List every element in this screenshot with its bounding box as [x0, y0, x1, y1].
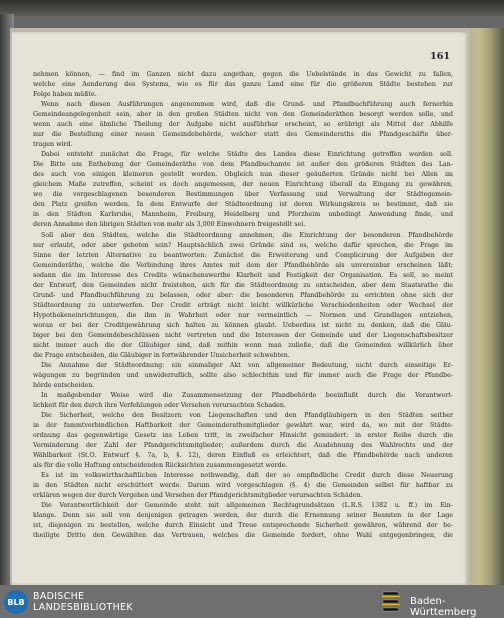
blb-logo-icon: BLB [4, 590, 28, 614]
text-line: Dabei entsteht zunächst die Frage, für welche Städte des Landes diese Einrichtung getroffen werden soll. [41, 151, 453, 159]
text-line: welche eine Aenderung des Systems, wie es für das ganze Land eine für die größeren Städte bestehen zur [33, 81, 453, 89]
text-line: Wenn nach diesen Ausführungen angenommen wird, daß die Grund- und Pfandbuchführung auch fernerhin [41, 101, 453, 109]
text-line: nur erlaubt, oder aber geboten sein? Hauptsächlich zwei Gründe sind es, welche dafür sprechen, die Frage im [33, 241, 453, 249]
text-line: Die Bitte um Enthebung der Gemeinderäthe von dem Pfandbuchamte ist außer den größeren Städten des Lan- [33, 161, 453, 169]
text-line: nicht immer auch die der Gläubiger sind, daß mithin wenn man zuließe, daß die Gemeinden willkürlich über [33, 341, 453, 349]
text-line: nur die Bestellung einer neuen Gemeindebehörde, welcher statt des Gemeinderaths die Pfandgeschäfte über- [33, 131, 453, 139]
text-line: wenn auch eine ähnliche Theilung der Aufgabe nicht ausführbar erscheint, so erübrigt als Mittel der Abhilfe [33, 121, 453, 129]
text-line: biger bei den Gemeindebeschlüssen nicht vertreten und die Interessen der Gemeinde und der Liegenschaftsbesitzer [33, 331, 453, 339]
page-text-block [33, 70, 453, 582]
text-line: Verminderung der Zahl der Pfandgerichtsmitglieder; außerdem durch die Ausdehnung des Wahlrechts und der [33, 442, 453, 450]
text-line: Hypothekeneinrichtungen, die ihm in Wahrheit oder nur vermeintlich — Normen und Grundlagen entziehen, [33, 311, 453, 319]
state-name: Baden-Württemberg [410, 596, 477, 618]
text-line: den Platz greifen werden. In dem Entwurfe der Städteordnung ist deren Wirkungskreis so bestimmt, daß sie [33, 201, 453, 209]
book-cover-top [0, 0, 504, 16]
text-line: In maßgebender Weise wird die Zusammensetzung der Pfandbehörde beeinflußt durch die Verantwort- [41, 392, 453, 399]
text-line: theiligte Dritte den Gewählten das Vertrauen, welches die Gemeinde fordert, ohne Wahl entgegenbringen, die [33, 532, 453, 540]
footer-bar [0, 585, 504, 618]
text-line: Gemeindeangelegenheit sein, aber in den großen Städten nicht von den Gemeinderäthen besorgt werden solle, und [33, 111, 453, 119]
text-line: hörde entscheiden. [33, 381, 95, 389]
text-line: Städteordnung zu unterwerfen. Der Credit erträgt nicht leicht willkürliche Verschiedenheiten oder Wechsel der [33, 301, 453, 309]
text-line: Die Verantwortlichkeit der Gemeinde steht mit allgemeinen Rechtsgrundsätzen (L.R.S. 1382 u. ff.) im Ein- [41, 502, 453, 510]
text-line: die Frage entscheiden, die Gläubiger in fortwährender Unsicherheit schwebten. [33, 351, 290, 359]
text-line: wo die vorgeschlagenen besonderen Bestimmungen über Verfassung und Verwaltung der Städtegemein- [33, 191, 453, 199]
page-fore-edge [470, 28, 504, 585]
text-line: in der fammtverbindlichen Haftbarkeit der Gemeinderathsmitglieder gewährt war, wird da, wo mit der Städte- [33, 422, 453, 430]
text-line: ist, diejenigen zu bestellen, welche durch Einsicht und Treue entsprechende Sicherheit gewähren, während der be- [33, 522, 453, 530]
library-name-line-2: LANDESBIBLIOTHEK [33, 602, 133, 613]
text-line: klange. Denn sie soll von denjenigen getragen werden, der durch die Ernennung seiner Beamten in der Lage [33, 512, 453, 520]
text-line: Sinne der letzten Alternative zu beantworten: Zunächst die Erweiterung und Complicirung der Aufgaben der [33, 251, 453, 259]
text-line: in den Städten Karlsruhe, Mannheim, Freiburg, Heidelberg und Pforzheim unbedingt Anwendung finde, und [33, 211, 453, 219]
text-line: gleichem Maße zutreffen, scheint es doch angemessen, der neuen Einrichtung überall da Eingang zu gewähren, [33, 181, 453, 189]
text-line: Folge haben müßte. [33, 91, 97, 99]
library-name-line-1: BADISCHE [33, 591, 85, 602]
text-line: der Entwurf, den Gemeinden nicht freistehen, sich für die Städteordnung zu entscheiden, aber dem Staatsrathe die [33, 281, 453, 289]
text-line: wägungen zu begründen und unwiderruflich, sollte also schlechthin und für immer auch die Frage der Pfandbe- [33, 371, 453, 379]
text-line: des auch von einigen kleineren gestellt worden. Obgleich nun dieser geäußerten Gründe nicht bei Allen im [33, 171, 453, 179]
text-line: erklären wegen der durch Vergehen und Versehen der Pfandgerichtsmitglieder verursachten Schäden. [33, 492, 363, 500]
library-name [33, 591, 133, 613]
text-line: sodann die im Interesse des Credits wünschenswerthe Klarheit und Festigkeit der Organisation. Es soll, so meint [33, 271, 453, 279]
page-number: 161 [430, 51, 450, 62]
text-line: deren Annahme den übrigen Städten von mehr als 3,000 Einwohnern freigestellt sei. [33, 221, 306, 229]
text-line: ordnung das gegenwärtige Gesetz ins Leben tritt, in zweifacher Hinsicht gemindert: in erster Reihe durch die [33, 432, 453, 440]
text-line: tragen wird. [33, 141, 73, 149]
text-line: nehmen können, — find im Ganzen nicht dazu angethan, gegen die Uebelstände in das Gewicht zu fallen, [33, 71, 453, 78]
text-line: in den Städten nicht erschüttert werde. Darum wird vorgeschlagen (§. 4) die Gemeinden selbst für haftbar zu [33, 482, 453, 490]
text-line: Die Sicherheit, welche den Besitzern von Liegenschaften und den Pfandgläubigern in den Städten seither [41, 412, 453, 420]
text-line: Soll aber den Städten, welche die Städteordnung annehmen, die Einrichtung der besonderen Pfandbehörde [41, 231, 453, 239]
text-line: als für die volle Haftung entscheidenden Rücksichten zusammengesetzt werde. [33, 462, 288, 470]
text-line: woran er bei der Creditgewährung sich halten zu können glaubt. Ueberdies ist nicht zu denken, daß die Gläu- [33, 321, 453, 329]
text-line: Wählbarkeit (St.O. Entwurf §. 7a, b, §. 12), deren Einfluß es erleichtert, daß die Pfandbehörde nach anderen [33, 452, 453, 460]
baden-wuerttemberg-lions-icon [380, 589, 404, 615]
text-line: lichkeit für den durch ihre Verfehlungen oder Versehen verursachten Schaden. [33, 402, 286, 410]
text-line: Es ist im volkswirthschaftlichen Interesse nothwendig, daß der so empfindliche Credit durch diese Neuerung [41, 472, 453, 480]
text-line: Grund- und Pfandbuchführung zu belassen, oder aber: die besonderen Pfandbehörde zu errichten ohne sich der [33, 291, 453, 299]
text-line: Gemeinderäthe, welche die Verbindung ihres Amtes mit dem der Pfandbehörde als unvereinbar erscheinen läßt; [33, 261, 453, 269]
document-page [12, 32, 468, 585]
text-line: Die Annahme der Städteordnung: ein einmaliger Akt von allgemeiner Bedeutung, nicht durch einseitige Er- [41, 361, 453, 369]
